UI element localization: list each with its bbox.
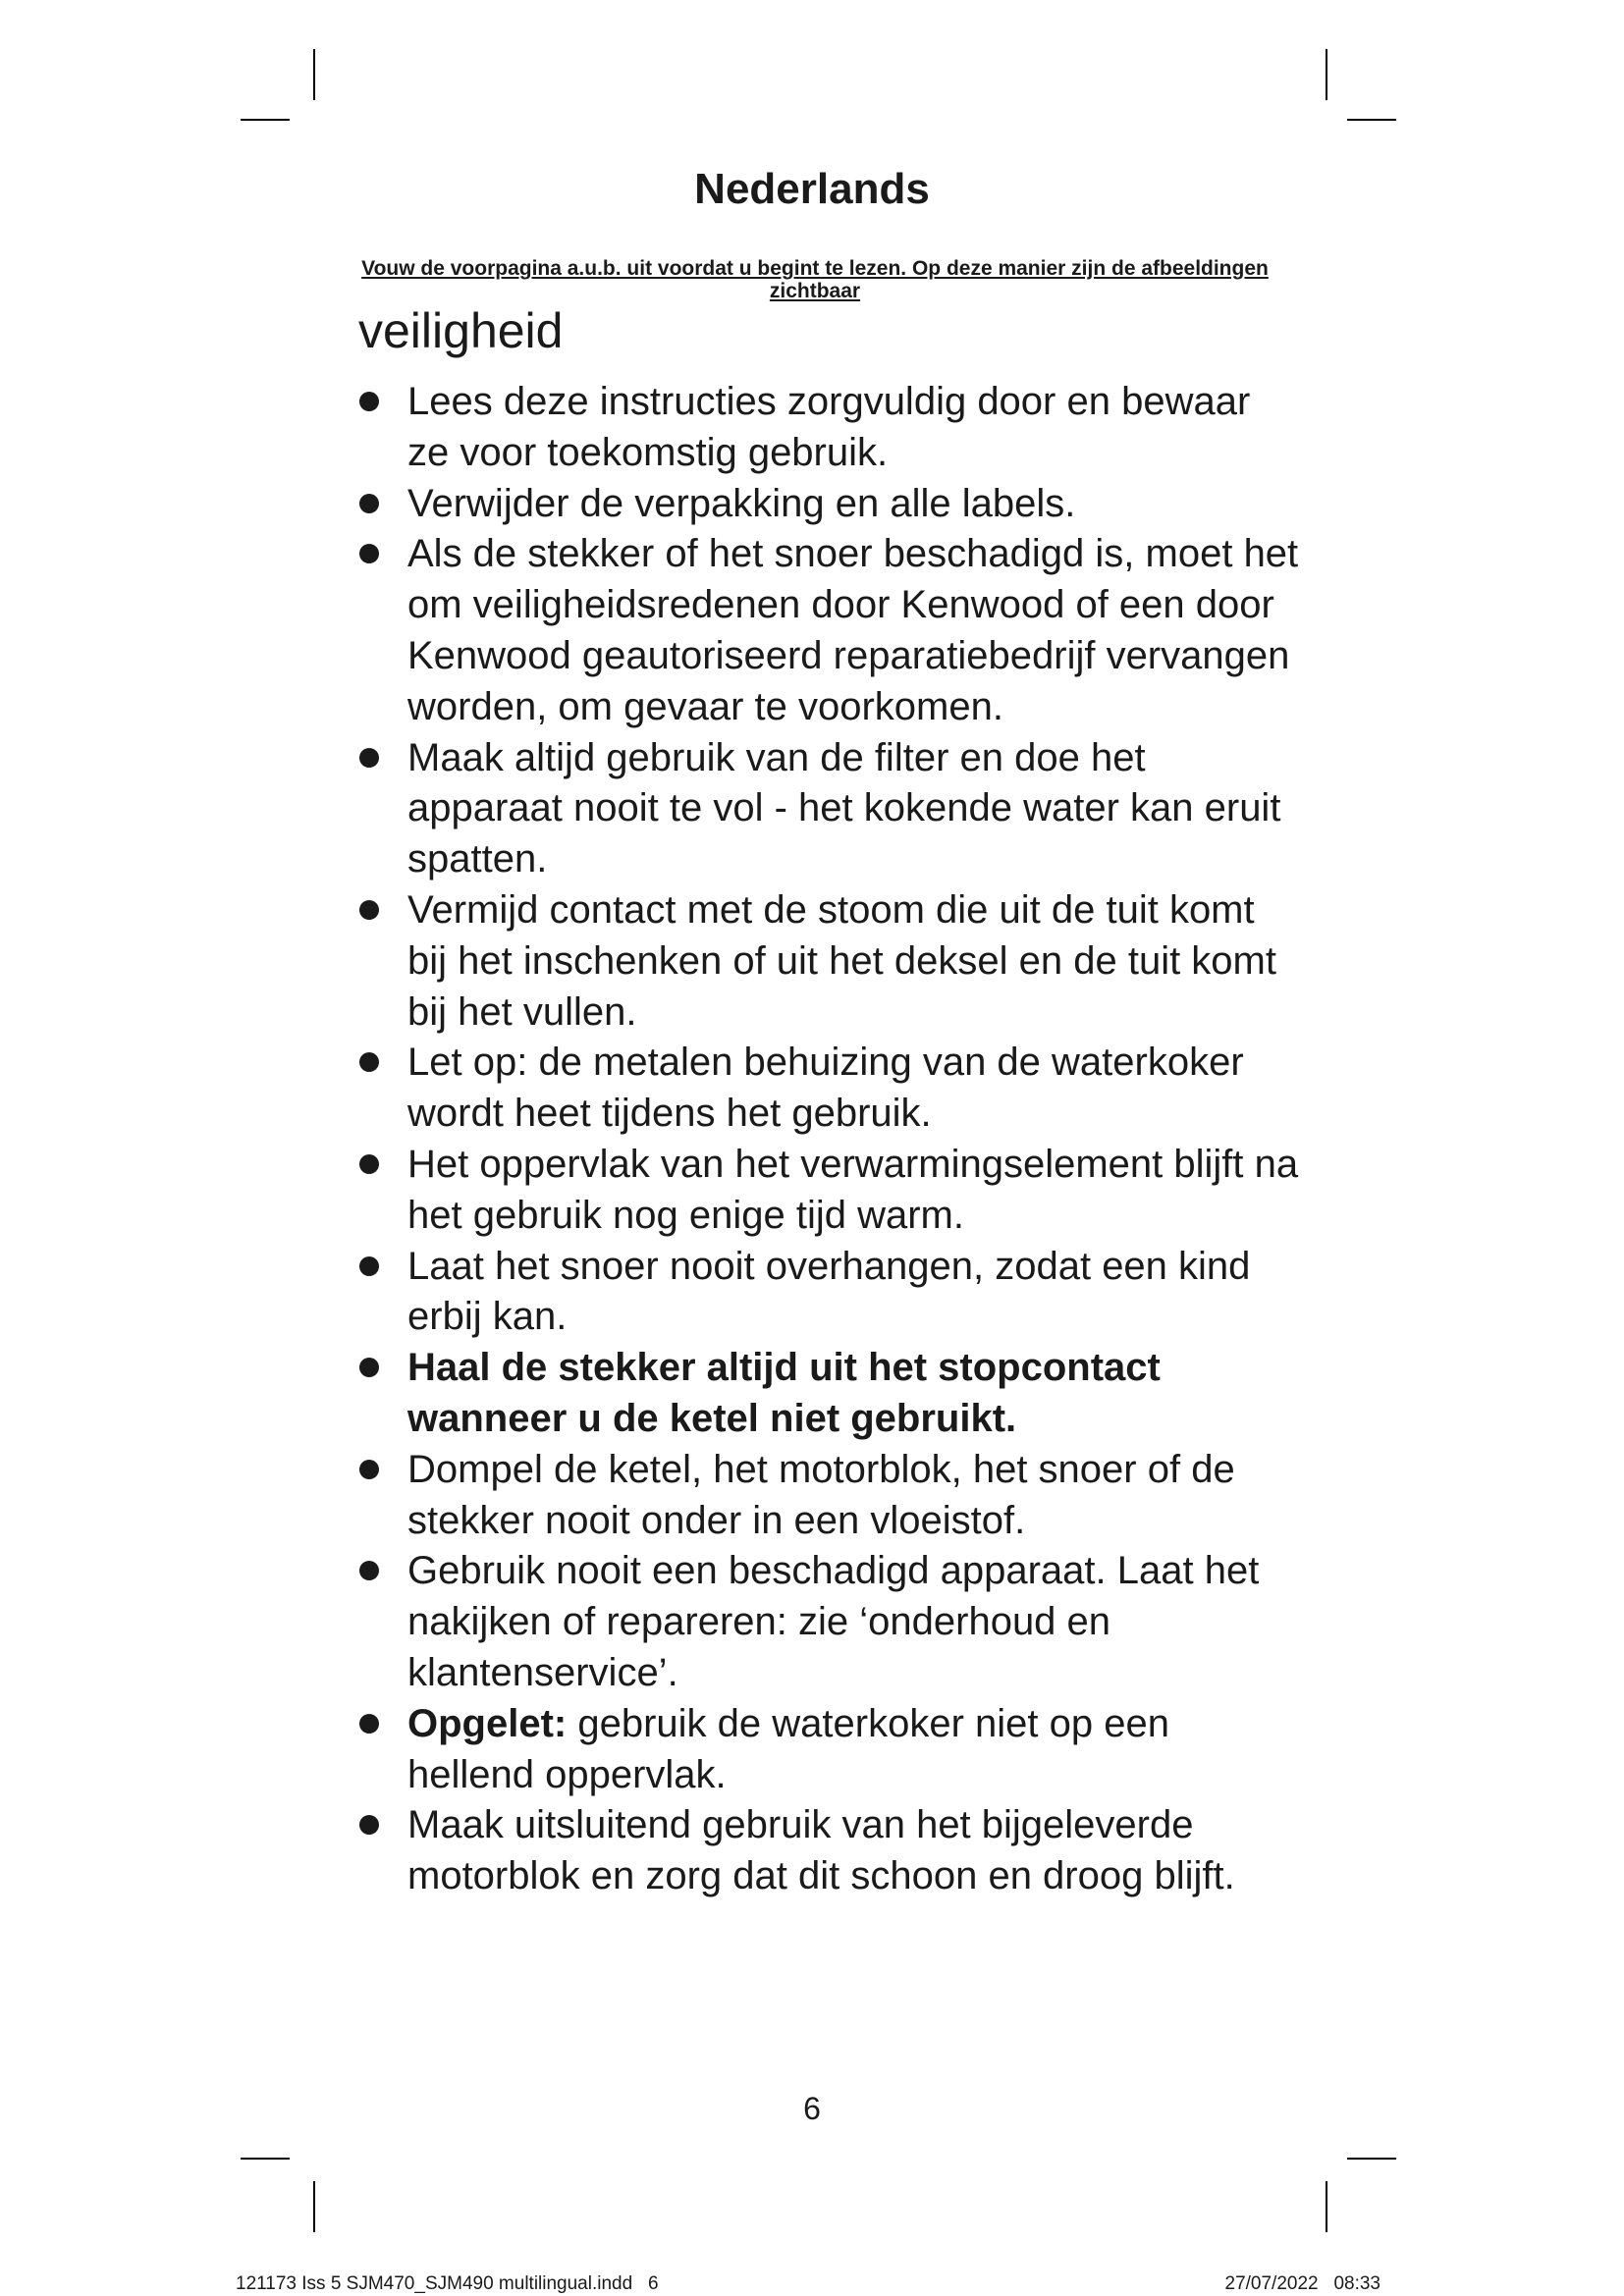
crop-mark-bottom-right-vertical <box>1326 2181 1327 2232</box>
safety-item <box>358 1445 1301 1547</box>
crop-mark-top-left-horizontal <box>241 119 290 121</box>
safety-item-text: Vermijd contact met de stoom die uit de tuit komt bij het inschenken of uit het deksel en de tuit komt bij het vullen. <box>407 887 1276 1034</box>
bullet-icon <box>359 1358 379 1377</box>
safety-item <box>358 1140 1301 1242</box>
safety-item <box>358 529 1301 732</box>
safety-item <box>358 1242 1301 1344</box>
safety-item <box>358 1546 1301 1698</box>
safety-item-text: Het oppervlak van het verwarmingselement blijft na het gebruik nog enige tijd warm. <box>407 1142 1299 1237</box>
bullet-icon <box>359 748 379 768</box>
safety-item <box>358 377 1301 479</box>
safety-item-lead: Opgelet: <box>407 1701 568 1745</box>
crop-mark-top-right-horizontal <box>1347 119 1396 121</box>
safety-item <box>358 733 1301 885</box>
section-title: veiligheid <box>358 303 564 358</box>
bullet-icon <box>359 1052 379 1072</box>
safety-item <box>358 479 1301 530</box>
safety-item <box>358 1699 1301 1801</box>
bullet-icon <box>359 1460 379 1479</box>
language-heading: Nederlands <box>694 165 930 213</box>
footer-file-info: 121173 Iss 5 SJM470_SJM490 multilingual.indd 6 <box>236 2273 659 2294</box>
bullet-icon <box>359 1154 379 1174</box>
page-number: 6 <box>803 2091 821 2126</box>
bullet-icon <box>359 1256 379 1276</box>
bullet-icon <box>359 1714 379 1734</box>
safety-item <box>358 885 1301 1038</box>
bullet-icon <box>359 544 379 563</box>
crop-mark-top-left-vertical <box>313 49 315 100</box>
safety-item-text: Dompel de ketel, het motorblok, het snoer of de stekker nooit onder in een vloeistof. <box>407 1447 1235 1542</box>
footer-date-time: 27/07/2022 08:33 <box>1224 2273 1380 2294</box>
bullet-icon <box>359 392 379 411</box>
safety-item-text: Gebruik nooit een beschadigd apparaat. Laat het nakijken of repareren: zie ‘onderhoud en klantenservice’. <box>407 1549 1260 1694</box>
safety-item <box>358 1038 1301 1140</box>
bullet-icon <box>359 900 379 920</box>
safety-item-text: gebruik de waterkoker niet op een hellend oppervlak. <box>407 1701 1169 1796</box>
safety-item-text: Maak uitsluitend gebruik van het bijgeleverde motorblok en zorg dat dit schoon en droog blijft. <box>407 1803 1235 1898</box>
bullet-icon <box>359 1815 379 1835</box>
safety-item-text: Maak altijd gebruik van de filter en doe het apparaat nooit te vol - het kokende water kan eruit spatten. <box>407 735 1281 881</box>
bullet-icon <box>359 1561 379 1580</box>
safety-item-text: Lees deze instructies zorgvuldig door en bewaar ze voor toekomstig gebruik. <box>407 380 1251 474</box>
crop-mark-bottom-right-horizontal <box>1347 2158 1396 2160</box>
crop-mark-bottom-left-horizontal <box>241 2158 290 2160</box>
safety-list <box>358 377 1301 1902</box>
safety-item-text: Laat het snoer nooit overhangen, zodat een kind erbij kan. <box>407 1244 1251 1339</box>
safety-item-text: Haal de stekker altijd uit het stopcontact wanneer u de ketel niet gebruikt. <box>407 1346 1161 1440</box>
safety-item-text: Als de stekker of het snoer beschadigd is, moet het om veiligheidsredenen door Kenwood of een door Kenwood geautoriseerd reparatiebedrijf vervangen worden, om gevaar te voorkomen. <box>407 532 1299 728</box>
crop-mark-bottom-left-vertical <box>313 2181 315 2232</box>
fold-out-notice <box>358 257 1272 302</box>
crop-mark-top-right-vertical <box>1326 49 1327 100</box>
safety-item <box>358 1800 1301 1902</box>
bullet-icon <box>359 494 379 513</box>
safety-item-emphasized <box>358 1343 1301 1445</box>
fold-out-notice-text: Vouw de voorpagina a.u.b. uit voordat u begint te lezen. Op deze manier zijn de afbeeldingen zichtbaar <box>361 257 1269 302</box>
safety-item-text: Let op: de metalen behuizing van de waterkoker wordt heet tijdens het gebruik. <box>407 1041 1244 1136</box>
safety-item-text: Verwijder de verpakking en alle labels. <box>407 481 1076 525</box>
